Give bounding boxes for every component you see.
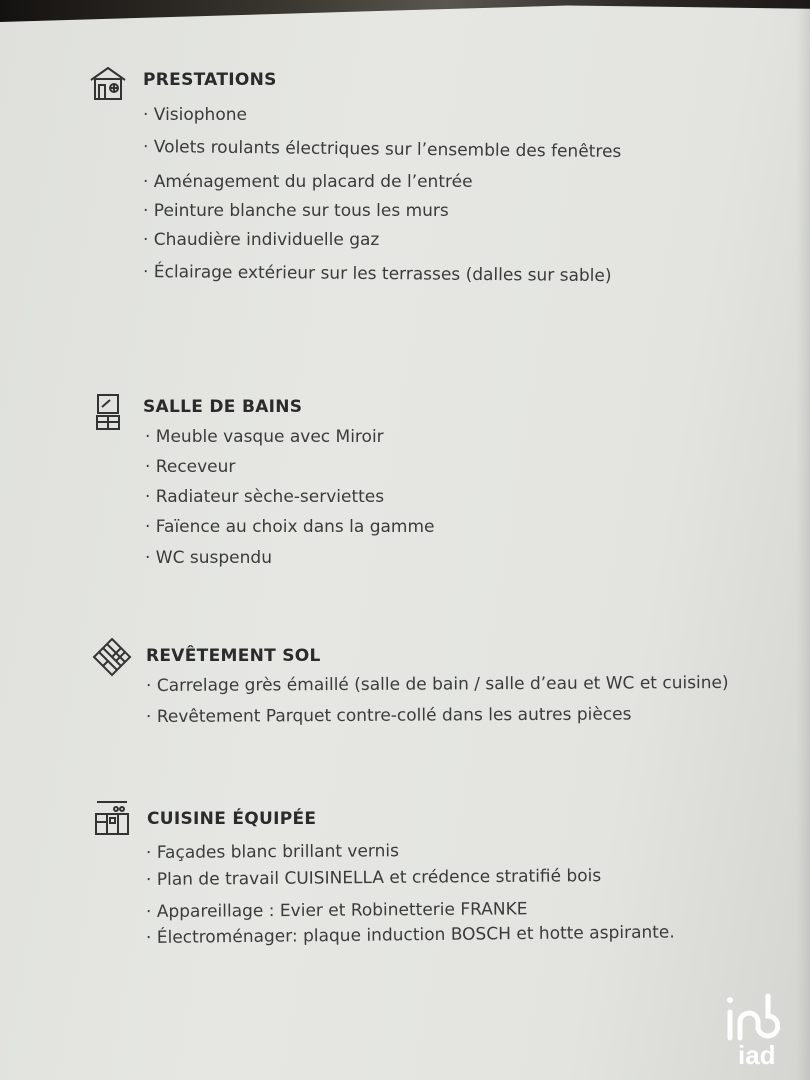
list-item: · Revêtement Parquet contre-collé dans les autres pièces	[145, 704, 632, 727]
iad-logo-text: iad	[738, 1040, 776, 1070]
section-title: CUISINE ÉQUIPÉE	[147, 809, 317, 829]
top-shadow	[0, 0, 810, 22]
kitchen-icon	[92, 798, 132, 838]
list-item: · Radiateur sèche-serviettes	[145, 487, 385, 507]
list-item: · Peinture blanche sur tous les murs	[143, 201, 449, 221]
house-icon	[88, 64, 128, 104]
list-item: · Carrelage grès émaillé (salle de bain / salle d’eau et WC et cuisine)	[145, 672, 729, 696]
list-item: · Plan de travail CUISINELLA et crédence stratifié bois	[145, 866, 602, 890]
iad-logo-icon	[720, 992, 780, 1046]
section-title: REVÊTEMENT SOL	[146, 646, 321, 666]
list-item: · Électroménager: plaque induction BOSCH et hotte aspirante.	[145, 922, 675, 948]
list-item: · Volets roulants électriques sur l’ensemble des fenêtres	[142, 137, 622, 163]
parquet-floor-icon	[92, 637, 132, 677]
list-item: · Façades blanc brillant vernis	[145, 841, 400, 863]
bathroom-vanity-icon	[92, 392, 132, 432]
list-item: · Visiophone	[143, 105, 247, 125]
list-item: · Appareillage : Evier et Robinetterie FRANKE	[145, 899, 528, 922]
list-item: · WC suspendu	[145, 548, 272, 568]
list-item: · Receveur	[145, 457, 236, 477]
list-item: · Éclairage extérieur sur les terrasses (dalles sur sable)	[142, 262, 612, 287]
list-item: · Meuble vasque avec Miroir	[145, 427, 384, 447]
list-item: · Chaudière individuelle gaz	[143, 230, 380, 250]
list-item: · Aménagement du placard de l’entrée	[143, 172, 473, 192]
page-edge	[796, 0, 810, 1080]
list-item: · Faïence au choix dans la gamme	[145, 517, 435, 537]
iad-logo	[716, 992, 806, 1076]
section-title: SALLE DE BAINS	[143, 397, 303, 417]
section-title: PRESTATIONS	[143, 70, 277, 90]
